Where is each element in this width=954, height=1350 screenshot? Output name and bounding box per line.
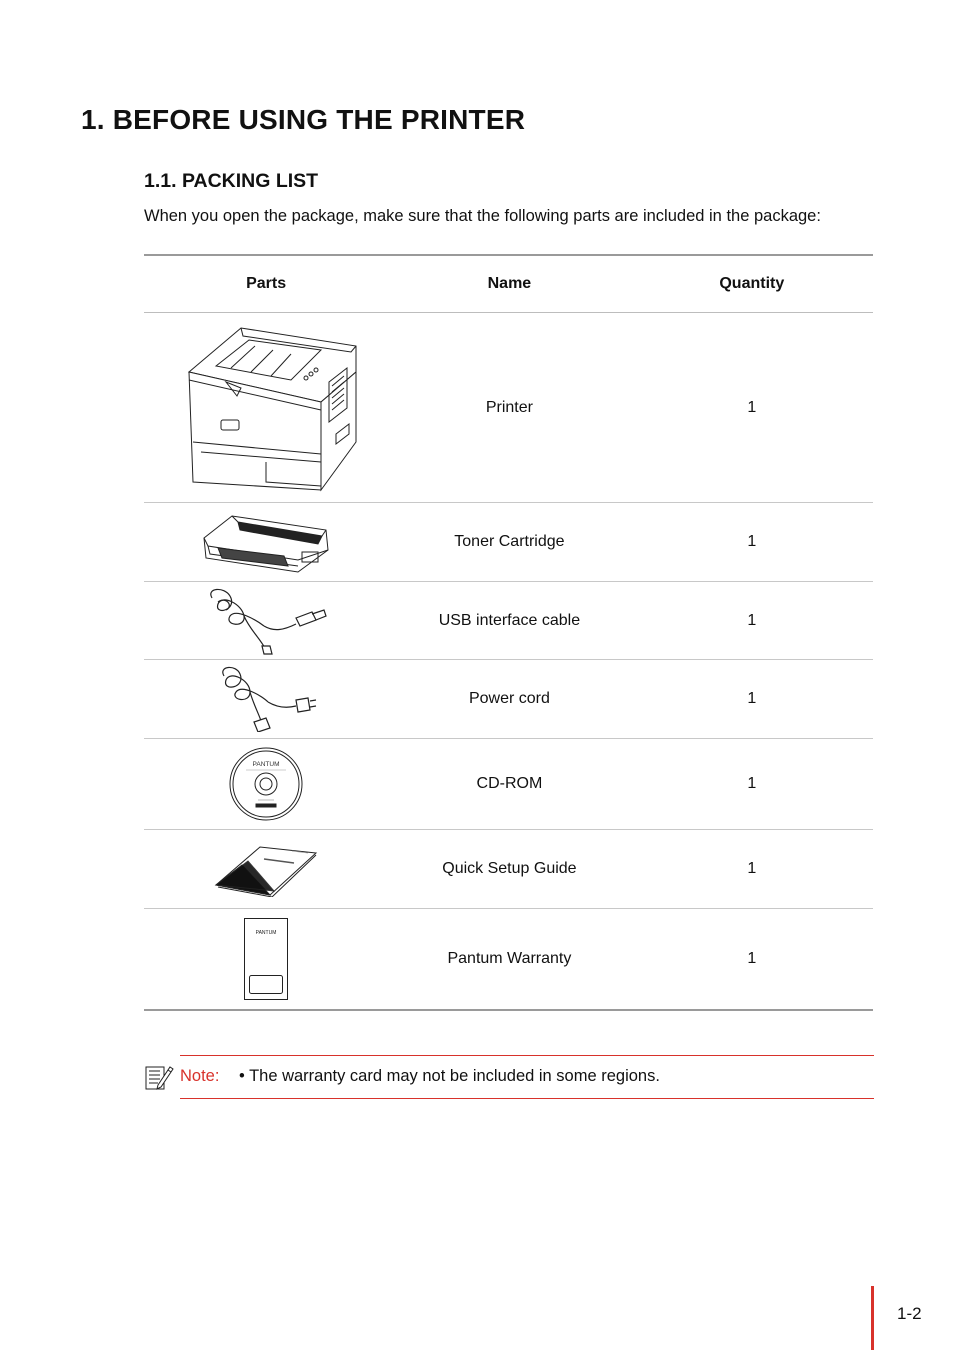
table-row: [144, 660, 873, 739]
table-row: [144, 739, 873, 830]
part-quantity: 1: [631, 503, 873, 582]
note-text: • The warranty card may not be included in some regions.: [239, 1067, 660, 1085]
part-image-cell: [144, 582, 388, 660]
table-row: [144, 909, 873, 1010]
page-number-rule: [871, 1286, 874, 1350]
part-quantity: 1: [631, 739, 873, 830]
part-name: Quick Setup Guide: [388, 830, 630, 909]
part-quantity: 1: [631, 909, 873, 1010]
part-image-cell: [144, 503, 388, 582]
cd-brand-text: PANTUM: [252, 761, 280, 768]
note-box: [180, 1055, 874, 1099]
part-quantity: 1: [631, 313, 873, 503]
part-image-cell: [144, 739, 388, 830]
part-image-cell: [144, 830, 388, 909]
part-name: CD-ROM: [388, 739, 630, 830]
chapter-title: 1. BEFORE USING THE PRINTER: [81, 104, 526, 135]
usb-cable-icon: [204, 586, 328, 656]
toner-cartridge-icon: [198, 508, 334, 576]
table-row: [144, 830, 873, 909]
table-row: [144, 503, 873, 582]
intro-text: When you open the package, make sure that the following parts are included in the package:: [144, 207, 821, 225]
header-quantity: Quantity: [631, 255, 873, 313]
table-header-row: [144, 255, 873, 313]
part-image-cell: [144, 313, 388, 503]
part-name: Printer: [388, 313, 630, 503]
cd-rom-icon: [228, 746, 304, 822]
table-row: [144, 582, 873, 660]
part-quantity: 1: [631, 830, 873, 909]
table-row: [144, 313, 873, 503]
page-number: 1-2: [897, 1304, 922, 1323]
note-pencil-icon: [144, 1063, 174, 1091]
part-quantity: 1: [631, 582, 873, 660]
warranty-brand-text: PANTUM: [255, 929, 277, 936]
part-quantity: 1: [631, 660, 873, 739]
part-name: Power cord: [388, 660, 630, 739]
header-name: Name: [388, 255, 630, 313]
part-image-cell: [144, 660, 388, 739]
part-name: Toner Cartridge: [388, 503, 630, 582]
note-label: Note:: [180, 1067, 220, 1085]
section-title: 1.1. PACKING LIST: [144, 170, 319, 192]
part-name: USB interface cable: [388, 582, 630, 660]
part-image-cell: [144, 909, 388, 1010]
warranty-card-icon: [244, 918, 288, 1000]
setup-guide-icon: [214, 841, 318, 897]
printer-icon: [171, 322, 361, 494]
header-parts: Parts: [144, 255, 388, 313]
power-cord-icon: [214, 666, 318, 732]
note-callout: [144, 1055, 874, 1099]
packing-list-table: [144, 254, 873, 1011]
part-name: Pantum Warranty: [388, 909, 630, 1010]
